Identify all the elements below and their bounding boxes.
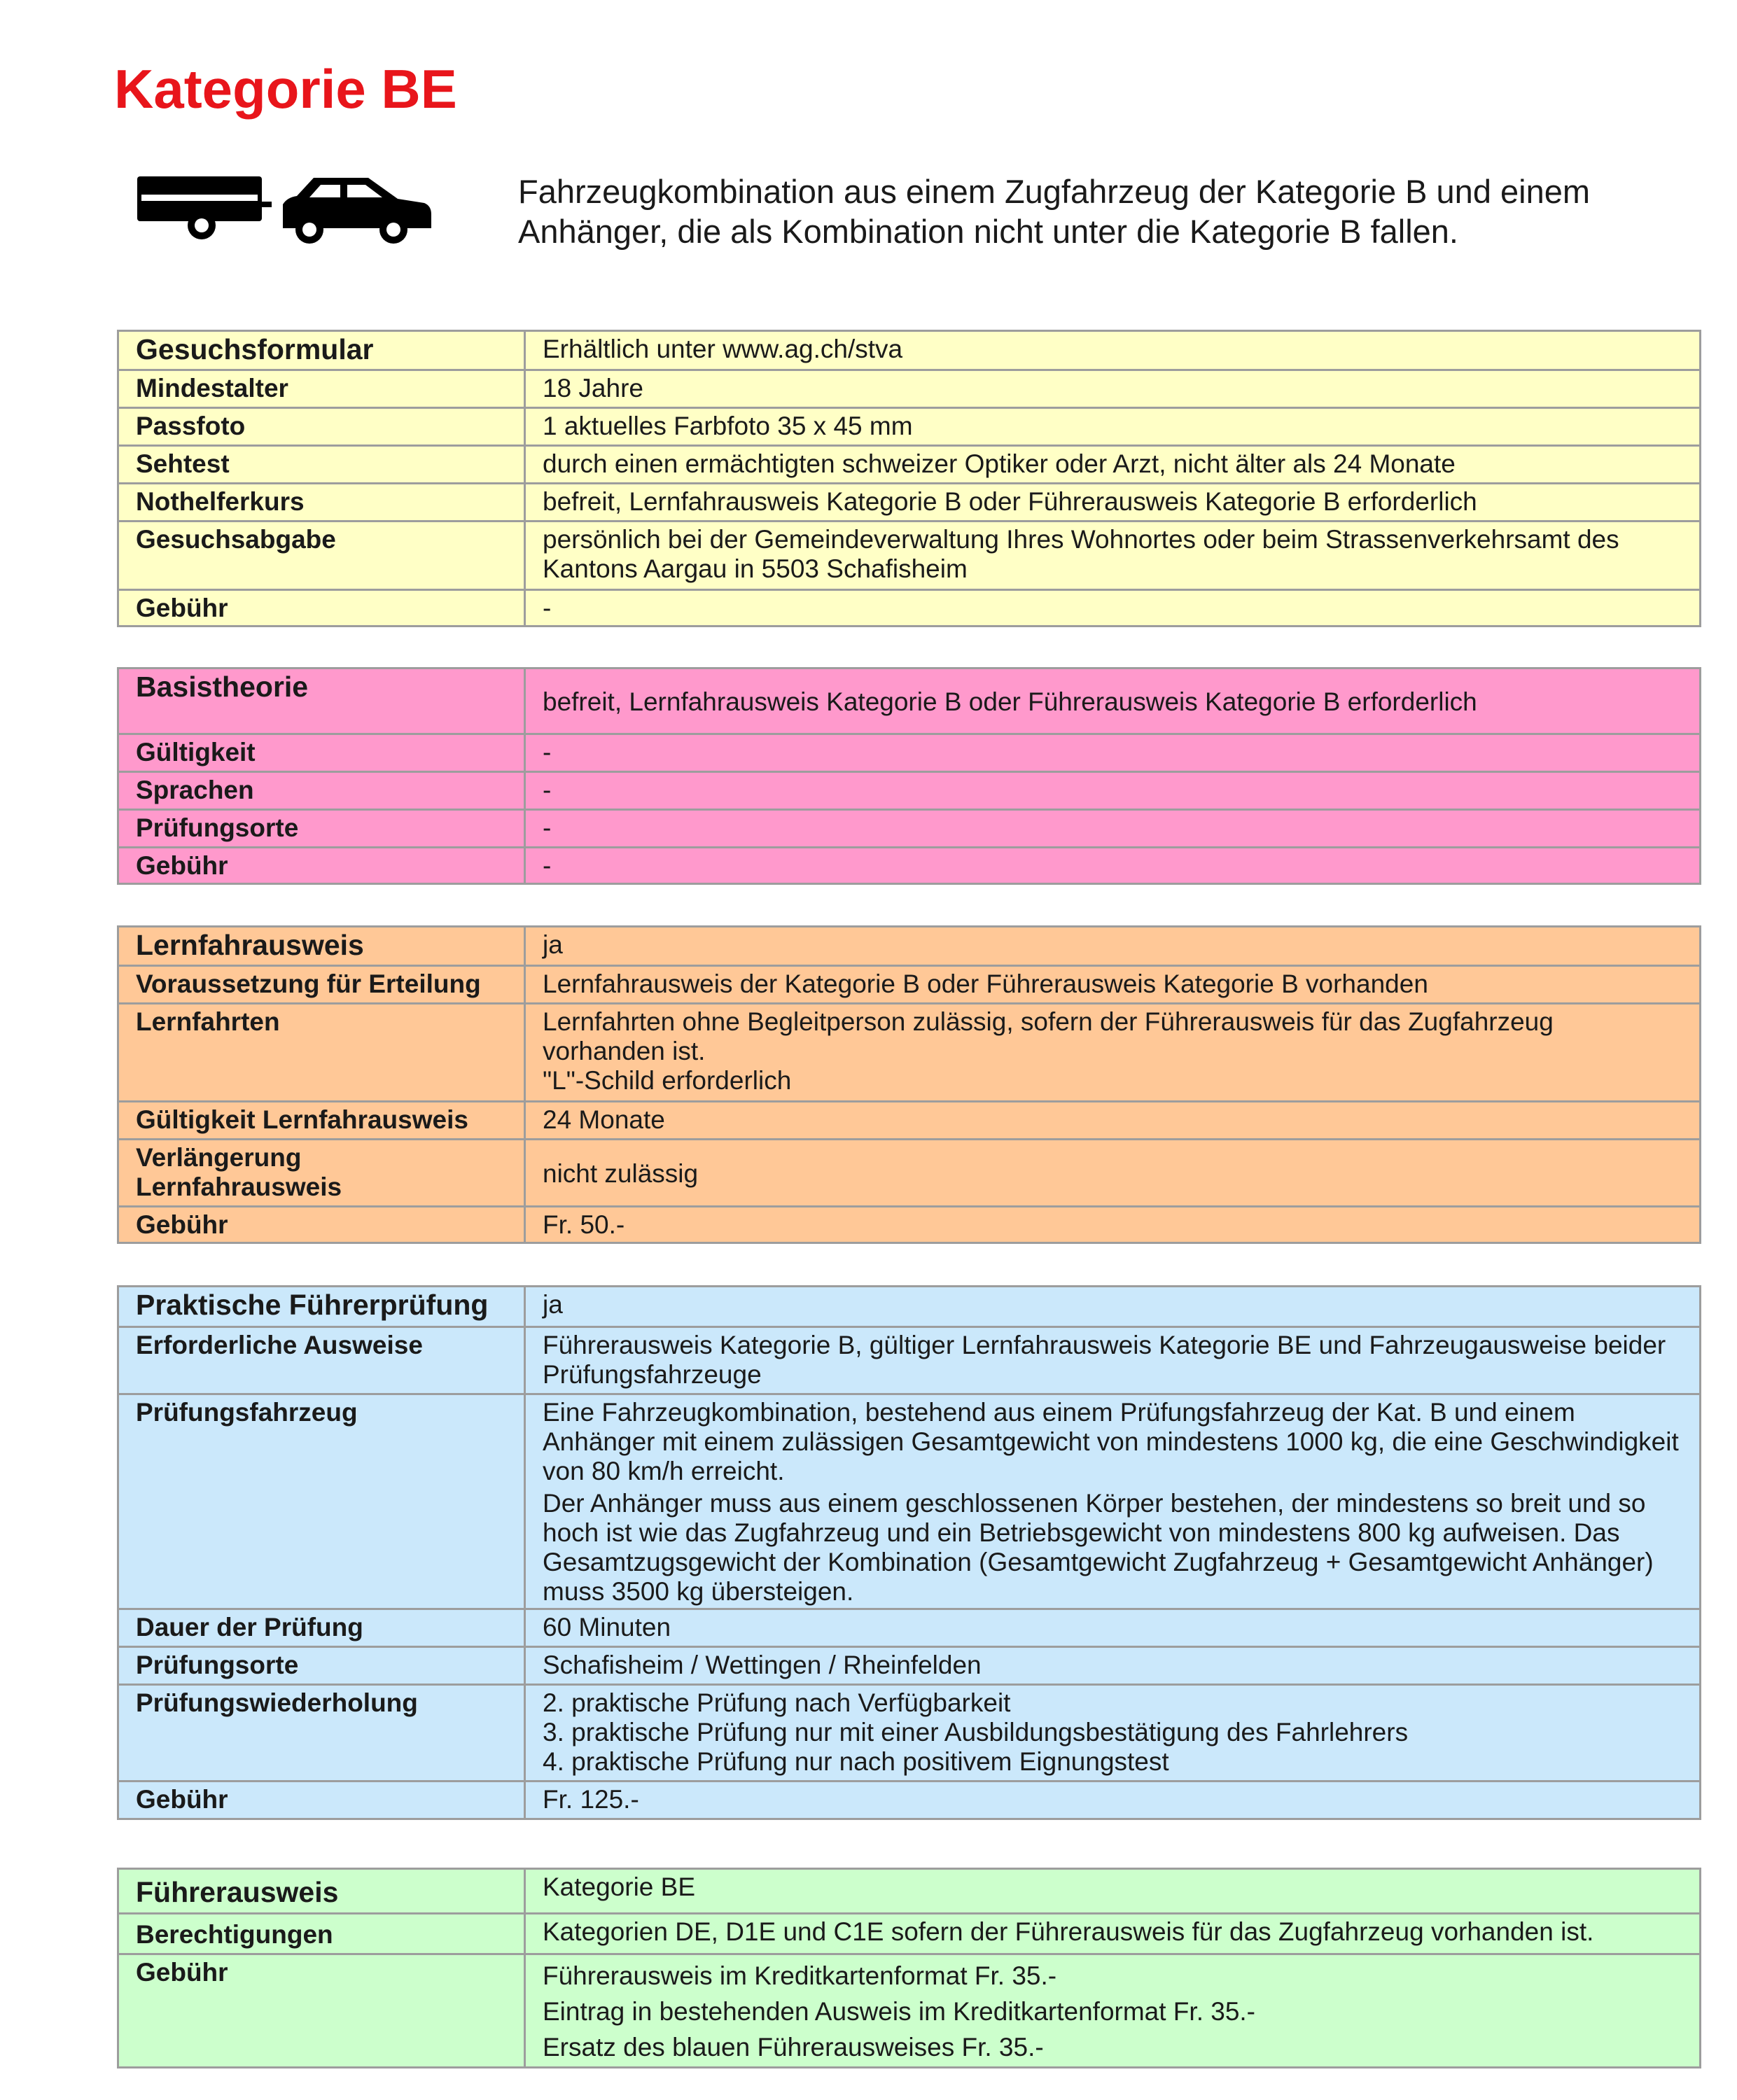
- row-label: Basistheorie: [118, 668, 525, 734]
- row-value: ja: [525, 927, 1701, 966]
- page-title: Kategorie BE: [114, 58, 457, 120]
- row-value: befreit, Lernfahrausweis Kategorie B oder Führerausweis Kategorie B erforderlich: [525, 484, 1701, 522]
- table-lernfahrausweis: [117, 925, 1701, 1244]
- row-label: Lernfahrausweis: [118, 927, 525, 966]
- row-value: ja: [525, 1287, 1701, 1327]
- row-label: Gesuchsabgabe: [118, 522, 525, 590]
- row-label: Sehtest: [118, 446, 525, 484]
- row-value: Fr. 50.-: [525, 1207, 1701, 1243]
- row-value: Schafisheim / Wettingen / Rheinfelden: [525, 1647, 1701, 1685]
- table-praktische-pruefung: [117, 1285, 1701, 1820]
- row-label: Passfoto: [118, 408, 525, 446]
- table-fuehrerausweis: [117, 1868, 1701, 2068]
- row-label: Praktische Führerprüfung: [118, 1287, 525, 1327]
- row-value: Lernfahrausweis der Kategorie B oder Führerausweis Kategorie B vorhanden: [525, 966, 1701, 1004]
- row-label: Gültigkeit: [118, 734, 525, 772]
- row-label: Nothelferkurs: [118, 484, 525, 522]
- row-label: Gesuchsformular: [118, 331, 525, 370]
- row-label: Voraussetzung für Erteilung: [118, 966, 525, 1004]
- row-value: Fr. 125.-: [525, 1782, 1701, 1819]
- row-value: Erhältlich unter www.ag.ch/stva: [525, 331, 1701, 370]
- table-theorie: [117, 667, 1701, 885]
- value-line: 2. praktische Prüfung nach Verfügbarkeit: [543, 1688, 1011, 1717]
- row-label: Prüfungsorte: [118, 810, 525, 848]
- row-value: Führerausweis Kategorie B, gültiger Lernfahrausweis Kategorie BE und Fahrzeugausweise beider Prüfungsfahrzeuge: [525, 1327, 1701, 1394]
- value-line: Führerausweis im Kreditkartenformat Fr. 35.-: [543, 1961, 1057, 1990]
- value-line: 3. praktische Prüfung nur mit einer Ausbildungsbestätigung des Fahrlehrers: [543, 1718, 1409, 1746]
- row-label: Führerausweis: [118, 1869, 525, 1914]
- row-value: -: [525, 734, 1701, 772]
- trailer-icon: [137, 176, 272, 239]
- row-label: Sprachen: [118, 772, 525, 810]
- row-value: 60 Minuten: [525, 1609, 1701, 1647]
- row-value: 1 aktuelles Farbfoto 35 x 45 mm: [525, 408, 1701, 446]
- row-label: Mindestalter: [118, 370, 525, 408]
- row-value: nicht zulässig: [525, 1140, 1701, 1207]
- row-label: Dauer der Prüfung: [118, 1609, 525, 1647]
- value-line: Eintrag in bestehenden Ausweis im Kreditkartenformat Fr. 35.-: [543, 1997, 1256, 2026]
- row-value: Kategorie BE: [525, 1869, 1701, 1914]
- row-label: Gebühr: [118, 1782, 525, 1819]
- row-value: [525, 1954, 1701, 2068]
- row-label: Prüfungsfahrzeug: [118, 1394, 525, 1609]
- row-label: Berechtigungen: [118, 1914, 525, 1954]
- table-gesuch: [117, 330, 1701, 627]
- row-value: -: [525, 590, 1701, 626]
- row-label: Gebühr: [118, 590, 525, 626]
- row-value: Kategorien DE, D1E und C1E sofern der Führerausweis für das Zugfahrzeug vorhanden ist.: [525, 1914, 1701, 1954]
- value-line: Der Anhänger muss aus einem geschlossenen Körper bestehen, der mindestens so breit und so hoch ist wie das Zugfahrzeug und ein Betriebsgewicht von mindestens 800 kg aufweisen. Das Gesamtzugsgewicht der Kombination (Gesamtgewicht Zugfahrzeug + Gesamtgewicht Anhänger) muss 3500 kg übersteigen.: [543, 1489, 1654, 1606]
- row-value: durch einen ermächtigten schweizer Optiker oder Arzt, nicht älter als 24 Monate: [525, 446, 1701, 484]
- value-line: "L"-Schild erforderlich: [543, 1066, 792, 1095]
- value-line: 4. praktische Prüfung nur nach positivem Eignungstest: [543, 1747, 1169, 1776]
- row-label: Erforderliche Ausweise: [118, 1327, 525, 1394]
- row-value: -: [525, 772, 1701, 810]
- row-value: 18 Jahre: [525, 370, 1701, 408]
- car-icon: [283, 178, 431, 244]
- row-label: Prüfungsorte: [118, 1647, 525, 1685]
- row-value: -: [525, 810, 1701, 848]
- value-line: Lernfahrten ohne Begleitperson zulässig, sofern der Führerausweis für das Zugfahrzeug vorhanden ist.: [543, 1007, 1554, 1065]
- row-value: 24 Monate: [525, 1102, 1701, 1140]
- row-label: Gebühr: [118, 1207, 525, 1243]
- row-label: Gültigkeit Lernfahrausweis: [118, 1102, 525, 1140]
- row-label: Prüfungswiederholung: [118, 1685, 525, 1782]
- row-value: [525, 1685, 1701, 1782]
- row-value: [525, 1004, 1701, 1102]
- value-line: Eine Fahrzeugkombination, bestehend aus einem Prüfungsfahrzeug der Kat. B und einem Anhänger mit einem zulässigen Gesamtgewicht von mindestens 1000 kg, die eine Geschwindigkeit von 80 km/h erreicht.: [543, 1398, 1679, 1485]
- row-label: Gebühr: [118, 1954, 525, 2068]
- row-value: befreit, Lernfahrausweis Kategorie B oder Führerausweis Kategorie B erforderlich: [525, 668, 1701, 734]
- value-line: Ersatz des blauen Führerausweises Fr. 35.-: [543, 2033, 1044, 2062]
- row-label: Lernfahrten: [118, 1004, 525, 1102]
- row-label: Gebühr: [118, 848, 525, 884]
- row-label: Verlängerung Lernfahrausweis: [118, 1140, 525, 1207]
- row-value: persönlich bei der Gemeindeverwaltung Ihres Wohnortes oder beim Strassenverkehrsamt des Kantons Aargau in 5503 Schafisheim: [525, 522, 1701, 590]
- intro-text: Fahrzeugkombination aus einem Zugfahrzeug der Kategorie B und einem Anhänger, die als Kombination nicht unter die Kategorie B fallen.: [518, 173, 1591, 250]
- vehicle-icons: [137, 171, 431, 248]
- row-value: -: [525, 848, 1701, 884]
- row-value: [525, 1394, 1701, 1609]
